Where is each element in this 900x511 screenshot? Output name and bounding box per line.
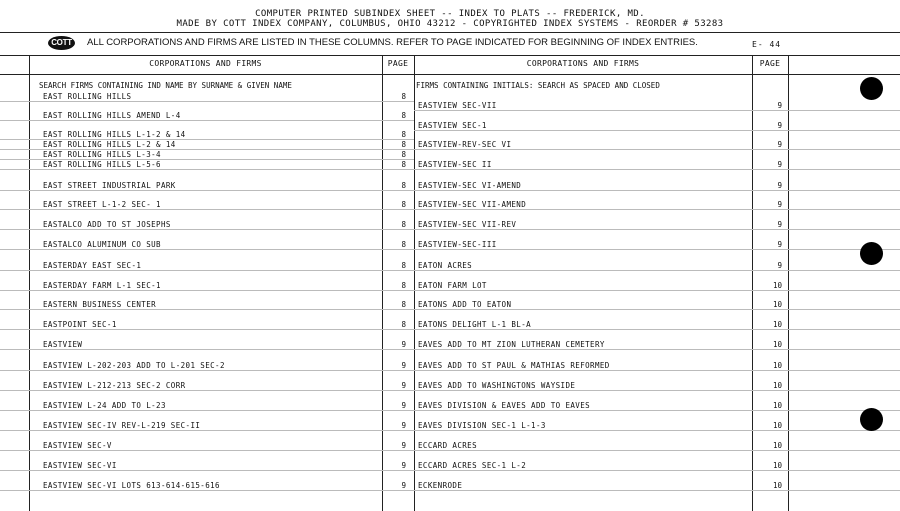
- left-entry-name: EAST ROLLING HILLS: [43, 92, 132, 101]
- left-entry-page: 9: [401, 441, 406, 450]
- left-column-header: CORPORATIONS AND FIRMS: [149, 59, 262, 68]
- left-entry-name: EASTVIEW SEC-V: [43, 441, 112, 450]
- right-column-header: CORPORATIONS AND FIRMS: [526, 59, 640, 68]
- column-divider: [752, 55, 753, 511]
- right-entry-name: ECCARD ACRES SEC-1 L-2: [418, 461, 527, 470]
- right-entry-page: 9: [777, 160, 782, 169]
- left-entry-page: 8: [401, 240, 406, 249]
- right-entry-page: 10: [772, 340, 782, 349]
- left-entry-page: 9: [401, 381, 406, 390]
- right-entry-name: EASTVIEW-SEC II: [418, 160, 492, 169]
- sheet-number: E- 44: [752, 40, 782, 49]
- right-entry-name: EAVES DIVISION & EAVES ADD TO EAVES: [418, 401, 591, 410]
- left-entry-name: EAST ROLLING HILLS L-5-6: [43, 160, 161, 169]
- left-entry-page: 8: [401, 261, 406, 270]
- right-entry-page: 9: [777, 121, 782, 130]
- right-entry-name: EASTVIEW-SEC VII-REV: [418, 220, 517, 229]
- right-entry-page: 10: [772, 361, 782, 370]
- right-entry-page: 10: [772, 401, 782, 410]
- right-entry-page: 10: [772, 320, 782, 329]
- right-entry-name: EASTVIEW SEC-1: [418, 121, 487, 130]
- row-rule: [0, 470, 414, 471]
- row-rule: [414, 249, 900, 250]
- right-entry-name: ECCARD ACRES: [418, 441, 477, 450]
- left-entry-page: 9: [401, 361, 406, 370]
- left-subheader: SEARCH FIRMS CONTAINING IND NAME BY SURNAME & GIVEN NAME: [39, 81, 292, 90]
- left-entry-page: 9: [401, 421, 406, 430]
- right-entry-page: 10: [772, 281, 782, 290]
- row-rule: [0, 249, 414, 250]
- left-entry-page: 9: [401, 401, 406, 410]
- row-rule: [414, 470, 900, 471]
- left-entry-name: EASTERN BUSINESS CENTER: [43, 300, 157, 309]
- right-entry-page: 9: [777, 240, 782, 249]
- sheet-title: COMPUTER PRINTED SUBINDEX SHEET -- INDEX TO PLATS -- FREDERICK, MD.: [255, 9, 645, 19]
- notice-text: ALL CORPORATIONS AND FIRMS ARE LISTED IN THESE COLUMNS. REFER TO PAGE INDICATED FOR BEGINNING OF INDEX ENTRIES.: [87, 37, 698, 48]
- column-divider: [382, 55, 383, 511]
- right-entry-page: 10: [772, 441, 782, 450]
- row-rule: [0, 430, 414, 431]
- sheet-publisher-line: MADE BY COTT INDEX COMPANY, COLUMBUS, OHIO 43212 - COPYRIGHTED INDEX SYSTEMS - REORDER # 53283: [176, 19, 724, 29]
- row-rule: [0, 309, 414, 310]
- row-rule: [414, 229, 900, 230]
- row-rule: [414, 169, 900, 170]
- cott-logo: COTT: [48, 36, 75, 50]
- left-entry-name: EASTERDAY FARM L-1 SEC-1: [43, 281, 161, 290]
- right-page-header: PAGE: [759, 59, 781, 68]
- left-entry-name: EASTVIEW: [43, 340, 83, 349]
- right-entry-name: EAVES DIVISION SEC-1 L-1-3: [418, 421, 546, 430]
- right-entry-page: 9: [777, 181, 782, 190]
- left-entry-name: EASTERDAY EAST SEC-1: [43, 261, 142, 270]
- row-rule: [0, 390, 414, 391]
- row-rule: [414, 370, 900, 371]
- row-rule: [414, 190, 900, 191]
- left-entry-page: 8: [401, 181, 406, 190]
- left-entry-name: EASTVIEW L-24 ADD TO L-23: [43, 401, 166, 410]
- left-entry-page: 8: [401, 200, 406, 209]
- right-entry-page: 9: [777, 101, 782, 110]
- right-entry-name: EATONS DELIGHT L-1 BL-A: [418, 320, 532, 329]
- left-entry-page: 9: [401, 461, 406, 470]
- right-entry-name: EASTVIEW-REV-SEC VI: [418, 140, 512, 149]
- row-rule: [414, 110, 900, 111]
- left-entry-name: EAST ROLLING HILLS L-1-2 & 14: [43, 130, 186, 139]
- right-entry-name: EASTVIEW-SEC VII-AMEND: [418, 200, 527, 209]
- left-entry-name: EASTVIEW L-202-203 ADD TO L-201 SEC-2: [43, 361, 225, 370]
- row-rule: [414, 450, 900, 451]
- row-rule: [414, 209, 900, 210]
- left-entry-page: 9: [401, 340, 406, 349]
- left-entry-name: EAST ROLLING HILLS AMEND L-4: [43, 111, 181, 120]
- right-entry-name: EASTVIEW-SEC VI-AMEND: [418, 181, 522, 190]
- left-entry-name: EASTVIEW SEC-VI LOTS 613-614-615-616: [43, 481, 220, 490]
- divider: [0, 74, 900, 75]
- row-rule: [414, 490, 900, 491]
- right-entry-page: 9: [777, 261, 782, 270]
- left-entry-page: 8: [401, 300, 406, 309]
- binder-hole: [860, 408, 883, 431]
- row-rule: [414, 329, 900, 330]
- left-entry-name: EASTVIEW SEC-IV REV-L-219 SEC-II: [43, 421, 201, 430]
- column-divider: [788, 55, 789, 511]
- right-entry-name: EATON FARM LOT: [418, 281, 487, 290]
- right-entry-page: 10: [772, 461, 782, 470]
- row-rule: [0, 101, 414, 102]
- right-entry-page: 10: [772, 421, 782, 430]
- row-rule: [0, 169, 414, 170]
- right-entry-name: EASTVIEW SEC-VII: [418, 101, 497, 110]
- row-rule: [0, 190, 414, 191]
- left-entry-name: EASTPOINT SEC-1: [43, 320, 117, 329]
- row-rule: [0, 120, 414, 121]
- row-rule: [0, 450, 414, 451]
- row-rule: [414, 410, 900, 411]
- row-rule: [414, 290, 900, 291]
- row-rule: [0, 329, 414, 330]
- row-rule: [0, 490, 414, 491]
- left-entry-name: EASTVIEW L-212-213 SEC-2 CORR: [43, 381, 186, 390]
- row-rule: [0, 349, 414, 350]
- row-rule: [0, 370, 414, 371]
- left-entry-name: EAST STREET INDUSTRIAL PARK: [43, 181, 176, 190]
- right-entry-name: EATONS ADD TO EATON: [418, 300, 512, 309]
- left-entry-page: 8: [401, 320, 406, 329]
- left-entry-page: 8: [401, 150, 406, 159]
- row-rule: [414, 149, 900, 150]
- right-entry-name: EATON ACRES: [418, 261, 473, 270]
- right-entry-page: 9: [777, 140, 782, 149]
- column-divider: [29, 55, 30, 511]
- left-entry-name: EAST STREET L-1-2 SEC- 1: [43, 200, 161, 209]
- right-entry-name: EASTVIEW-SEC-III: [418, 240, 497, 249]
- right-entry-name: ECKENRODE: [418, 481, 463, 490]
- left-entry-page: 8: [401, 92, 406, 101]
- right-entry-page: 10: [772, 481, 782, 490]
- left-entry-name: EAST ROLLING HILLS L-3-4: [43, 150, 161, 159]
- right-entry-name: EAVES ADD TO ST PAUL & MATHIAS REFORMED: [418, 361, 610, 370]
- divider: [0, 32, 900, 33]
- row-rule: [0, 229, 414, 230]
- right-entry-page: 10: [772, 381, 782, 390]
- right-entry-page: 9: [777, 220, 782, 229]
- row-rule: [414, 270, 900, 271]
- left-entry-page: 8: [401, 140, 406, 149]
- right-entry-name: EAVES ADD TO MT ZION LUTHERAN CEMETERY: [418, 340, 605, 349]
- left-entry-page: 8: [401, 281, 406, 290]
- divider: [0, 55, 900, 56]
- right-entry-page: 10: [772, 300, 782, 309]
- binder-hole: [860, 242, 883, 265]
- row-rule: [414, 430, 900, 431]
- row-rule: [0, 410, 414, 411]
- left-entry-page: 9: [401, 481, 406, 490]
- row-rule: [0, 209, 414, 210]
- row-rule: [0, 270, 414, 271]
- row-rule: [414, 349, 900, 350]
- left-entry-page: 8: [401, 220, 406, 229]
- left-entry-name: EASTALCO ALUMINUM CO SUB: [43, 240, 161, 249]
- column-divider: [414, 55, 415, 511]
- left-entry-page: 8: [401, 160, 406, 169]
- left-entry-name: EASTVIEW SEC-VI: [43, 461, 117, 470]
- right-entry-page: 9: [777, 200, 782, 209]
- right-subheader: FIRMS CONTAINING INITIALS: SEARCH AS SPACED AND CLOSED: [416, 81, 660, 90]
- row-rule: [414, 309, 900, 310]
- left-entry-name: EASTALCO ADD TO ST JOSEPHS: [43, 220, 171, 229]
- binder-hole: [860, 77, 883, 100]
- row-rule: [0, 290, 414, 291]
- row-rule: [414, 130, 900, 131]
- left-entry-page: 8: [401, 111, 406, 120]
- right-entry-name: EAVES ADD TO WASHINGTONS WAYSIDE: [418, 381, 576, 390]
- left-page-header: PAGE: [387, 59, 409, 68]
- left-entry-name: EAST ROLLING HILLS L-2 & 14: [43, 140, 176, 149]
- row-rule: [414, 390, 900, 391]
- left-entry-page: 8: [401, 130, 406, 139]
